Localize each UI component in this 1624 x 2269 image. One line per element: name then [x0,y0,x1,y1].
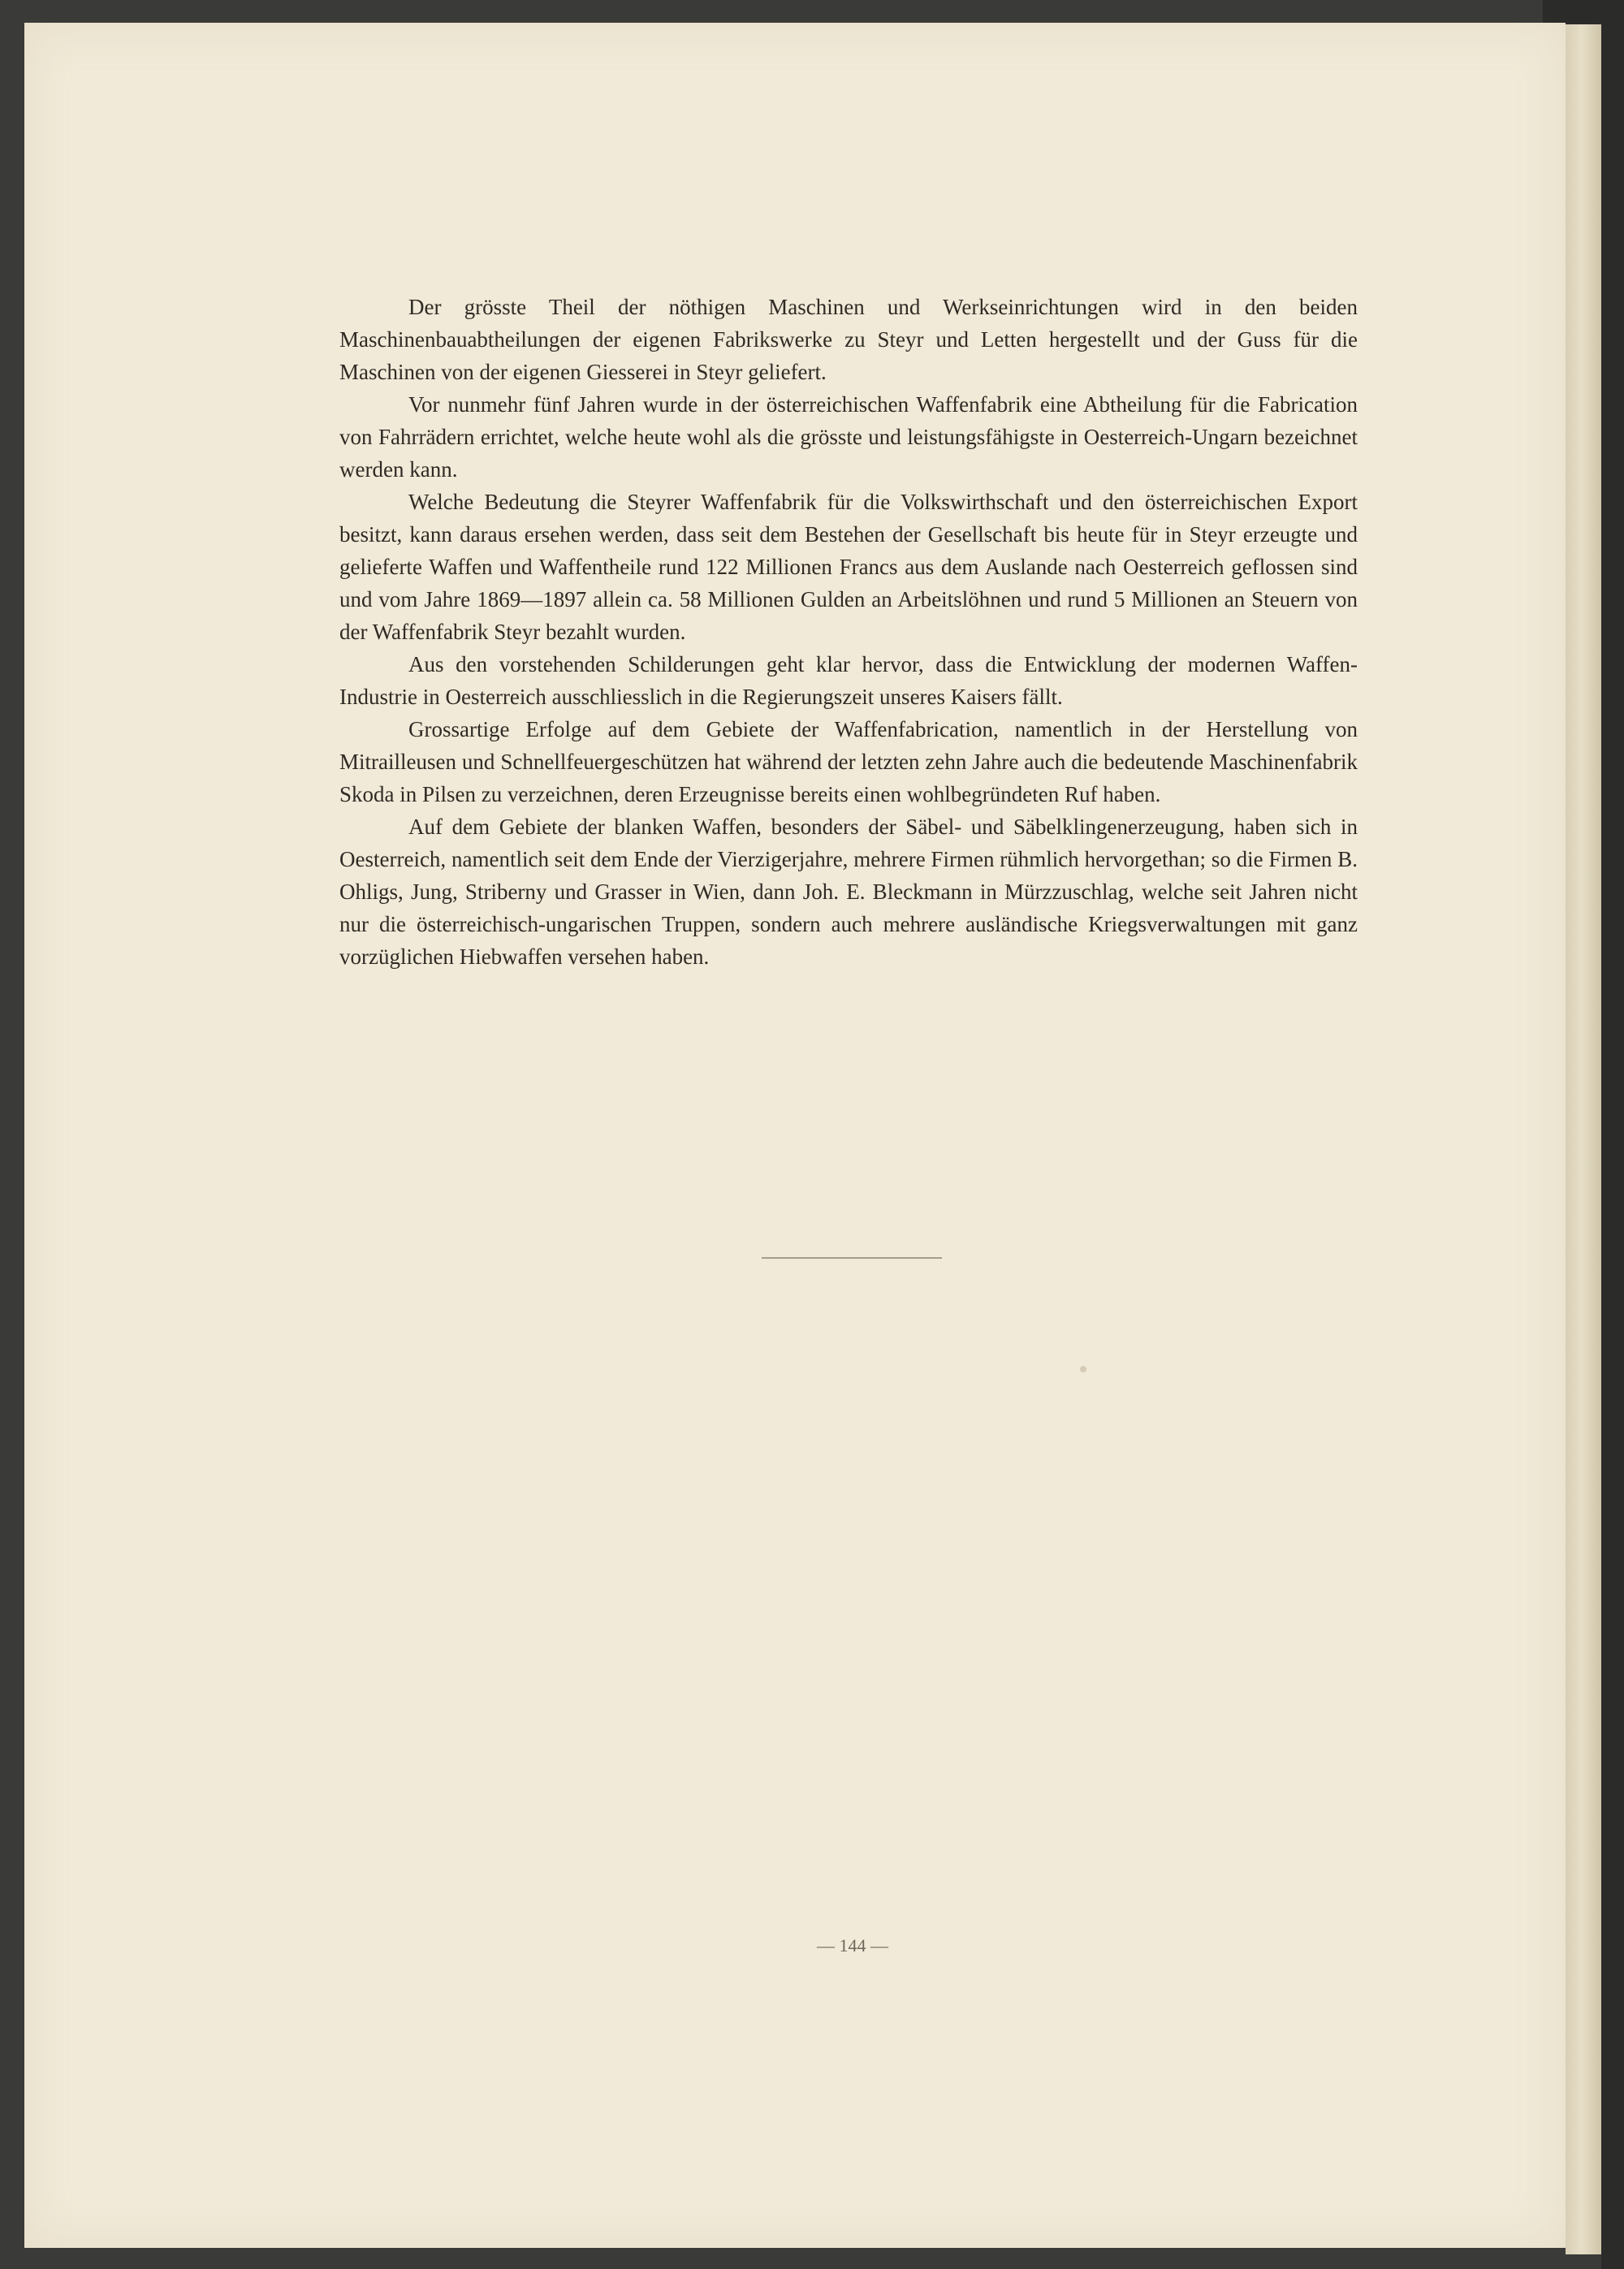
paragraph-1: Der grösste Theil der nöthigen Maschinen und Werkseinrichtungen wird in den beiden Maschinenbauabtheilungen der eigenen Fabrikswerke zu Steyr und Letten hergestellt und der Guss für die Maschinen von der eigenen Giesserei in Steyr geliefert. [339,295,1358,384]
book-page-edge [1566,24,1601,2254]
paragraph-5: Grossartige Erfolge auf dem Gebiete der Waffenfabrication, namentlich in der Herstellung von Mitrailleusen und Schnellfeuergeschützen hat während der letzten zehn Jahre auch die bedeutende Maschinenfabrik Skoda in Pilsen zu verzeichnen, deren Erzeugnisse bereits einen wohlbegründeten Ruf haben. [339,717,1358,806]
scan-background-right [1601,32,1624,2269]
section-divider [762,1257,942,1259]
paragraph-2: Vor nunmehr fünf Jahren wurde in der österreichischen Waffenfabrik eine Abtheilung für die Fabrication von Fahrrädern errichtet, welche heute wohl als die grösste und leistungsfähigste in Oesterreich-Ungarn bezeichnet werden kann. [339,392,1358,482]
page-number: — 144 — [817,1935,888,1956]
body-text [339,291,1358,973]
paragraph-6: Auf dem Gebiete der blanken Waffen, besonders der Säbel- und Säbelklingenerzeugung, haben sich in Oesterreich, namentlich seit dem Ende der Vierzigerjahre, mehrere Firmen rühmlich hervorgethan; so die Firmen B. Ohligs, Jung, Striberny und Grasser in Wien, dann Joh. E. Bleckmann in Mürzzuschlag, welche seit Jahren nicht nur die österreichisch-ungarischen Truppen, sondern auch mehrere ausländische Kriegsverwaltungen mit ganz vorzüglichen Hiebwaffen versehen haben. [339,815,1358,969]
paragraph-4: Aus den vorstehenden Schilderungen geht klar hervor, dass die Entwicklung der modernen Waffen-Industrie in Oesterreich ausschliesslich in die Regierungszeit unseres Kaisers fällt. [339,652,1358,709]
paper-speck [1080,1366,1086,1372]
paragraph-3: Welche Bedeutung die Steyrer Waffenfabrik für die Volkswirthschaft und den österreichischen Export besitzt, kann daraus ersehen werden, dass seit dem Bestehen der Gesellschaft bis heute für in Steyr erzeugte und gelieferte Waffen und Waffentheile rund 122 Millionen Francs aus dem Auslande nach Oesterreich geflossen sind und vom Jahre 1869—1897 allein ca. 58 Millionen Gulden an Arbeitslöhnen und rund 5 Millionen an Steuern von der Waffenfabrik Steyr bezahlt wurden. [339,490,1358,644]
